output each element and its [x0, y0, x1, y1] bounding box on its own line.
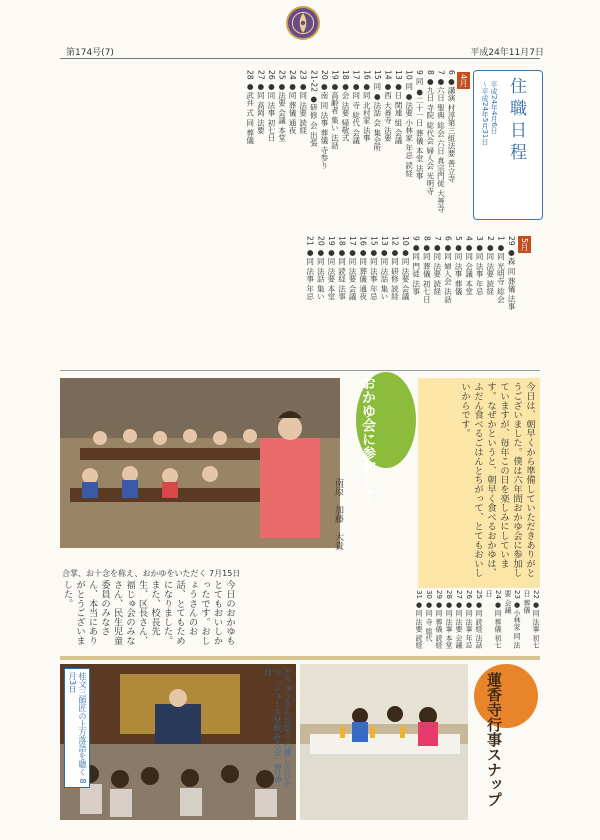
- list-item: 21 ●同 法事 年忌: [305, 236, 315, 300]
- list-item: 6 ●同 婦人会 法話: [443, 236, 453, 303]
- header-rule: [60, 58, 540, 59]
- schedule-period: [480, 81, 498, 145]
- list-item: 9 同 ●二十一日 葬儀 本堂 法事: [415, 70, 425, 180]
- list-item: 25 ●同 読経 法話: [475, 590, 483, 649]
- list-item: 6 ●講演 村淳第三組法要 善立寺: [447, 70, 456, 183]
- period-end: 〜平成24年5月31日: [481, 81, 489, 146]
- list-item: 16 ●同 北村家 法事: [362, 70, 372, 142]
- list-item: 3 ●同 法事 年忌: [475, 236, 485, 296]
- juice-contest-photo: [300, 664, 468, 820]
- schedule-mid-block: [60, 236, 516, 364]
- page-header: [0, 0, 600, 62]
- list-item: 10 同 ●法要 小林家 年忌 読経: [404, 70, 414, 177]
- rakugo-photo: [60, 664, 296, 820]
- list-item: 15 同 ●法話 会 集会所: [372, 70, 382, 152]
- schedule-top-block: [60, 70, 456, 220]
- issue-date: 平成24年11月7日: [470, 48, 544, 58]
- list-item: 18 ●会 法要 帰敬式: [341, 70, 351, 142]
- issue-number: 第174号(7): [66, 48, 114, 58]
- list-item: 12 ●同 研修 読経: [390, 236, 400, 300]
- list-item: 5 ●同 法事 葬儀: [454, 236, 464, 296]
- list-item: 25 ●法要 会議 本堂: [277, 70, 287, 142]
- list-item: 13 ●同 法話 集い: [379, 236, 389, 300]
- list-item: 28 ●武井 式 同 葬儀: [245, 70, 255, 144]
- rakugo-photo-label: 桂文三師匠の上方落語を聴く 8月3日: [64, 668, 90, 788]
- list-item: 7 ●同 法要 読経: [432, 236, 442, 296]
- month-may: 5月: [520, 238, 529, 252]
- list-item: 29 ●同 葬儀 読経: [435, 590, 443, 649]
- okayu-essay-part-1: 今日は、朝早くから準備していただきありがとうございました。僕は六年間おかゆ会に参加していますが、毎年この日を楽しみにしています。なぜかというと、朝早く食べるおかゆは、ふだん食べるごはんとちがって、とてもおいしいからです。: [459, 382, 535, 578]
- wisteria-crest-icon: [286, 6, 320, 40]
- list-item: 26 ●同 法事 年忌: [465, 590, 473, 649]
- list-item: 8 ●同 葬儀 初七日: [422, 236, 432, 303]
- schedule-right-block: [415, 590, 540, 650]
- month-april: 4月: [459, 74, 468, 88]
- list-item: 20 ●同 法話 集い: [316, 236, 326, 300]
- juice-contest-label: どりゅうさんお祭りの催しのひとつ「ジュース早飲み大会」8月8日: [263, 668, 292, 788]
- schedule-title: 住職日程: [506, 77, 526, 165]
- list-item: 23 ●同 法要 読経: [298, 70, 308, 134]
- list-item: 14 ●西 大善寺 法要: [383, 70, 393, 142]
- list-item: 21-22 ●研修 会 出張: [309, 70, 319, 147]
- okayu-title: おかゆ会に参加して: [360, 376, 376, 502]
- list-item: 27 ●同 高岡 法要: [256, 70, 266, 134]
- okayu-essay-part-2: 今日のおかゆもとてもおいしかったです。おしょうさんのお話、とてもためになりました。また、校長先生、区長さん、福じゅ会のみなさん、民生児童委員のみなさん、本当にありがとうございました。: [61, 580, 235, 646]
- okayu-author: 南原 加藤 大貴: [333, 478, 343, 550]
- okayu-essay-continued: [60, 580, 340, 652]
- period-start: 平成24年4月6日: [490, 81, 498, 134]
- okayu-essay-box: [418, 378, 540, 588]
- list-item: 24 ●同 葬儀 初七日: [485, 590, 502, 649]
- snapshot-title: 蓮香寺行事スナップ: [485, 672, 503, 807]
- list-item: 22 ●同 法事 初七日 葬儀: [523, 590, 540, 649]
- list-item: 27 ●同 法要 会議: [455, 590, 463, 649]
- schedule-title-box: [473, 70, 543, 220]
- list-item: 18 ●同 読経 法事: [337, 236, 347, 300]
- okayu-photo: [60, 378, 340, 548]
- list-item: 17 ●同 法要 会議: [348, 236, 358, 300]
- list-item: 10 ●同 法要 会議: [401, 236, 411, 300]
- list-item: 8 ●九日 寺院 総代会 婦人会 光明寺: [425, 70, 435, 195]
- list-item: 19 ●高齢者 集い 法話: [330, 70, 340, 150]
- okayu-caption: 合掌、お十念を称え、おかゆをいただく 7月15日: [62, 569, 241, 578]
- list-item: 31 ●同 法要 読経: [415, 590, 423, 649]
- list-item: 7 ●六日 聖典 総会 六日 真宗門徒 大善寺: [436, 70, 446, 213]
- section-divider: [60, 370, 540, 371]
- list-item: 20 ●南 同 法事 葬儀 寺参り: [319, 70, 329, 170]
- list-item: 15 ●同 法事 年忌: [369, 236, 379, 300]
- list-item: 2 ●同 法要 読経: [485, 236, 495, 296]
- list-item: 16 ●同 葬儀 通夜: [358, 236, 368, 300]
- list-item: 17 ●同 寺 総代 会議: [351, 70, 361, 144]
- list-item: 23 ●小林家 同 法要 会議: [504, 590, 521, 649]
- list-item: 19 ●同 法要 本堂: [326, 236, 336, 300]
- list-item: 24 ●同 葬儀 通夜: [288, 70, 298, 134]
- list-item: 1 ●同 光明寺 総会: [496, 236, 506, 303]
- list-item: 30 ●同 寺 総代: [425, 590, 433, 642]
- list-item: 29 ●森 同 葬儀 法事: [507, 236, 516, 310]
- list-item: 13 ●日 関連 組 会議: [394, 70, 404, 144]
- list-item: 4 ●同 会議 本堂: [464, 236, 474, 296]
- list-item: 28 ●同 法事 本堂: [445, 590, 453, 649]
- list-item: 9 ●同 門徒 法事: [411, 236, 421, 296]
- snapshot-bar: [60, 656, 540, 660]
- list-item: 26 ●同 法事 初七日: [266, 70, 276, 142]
